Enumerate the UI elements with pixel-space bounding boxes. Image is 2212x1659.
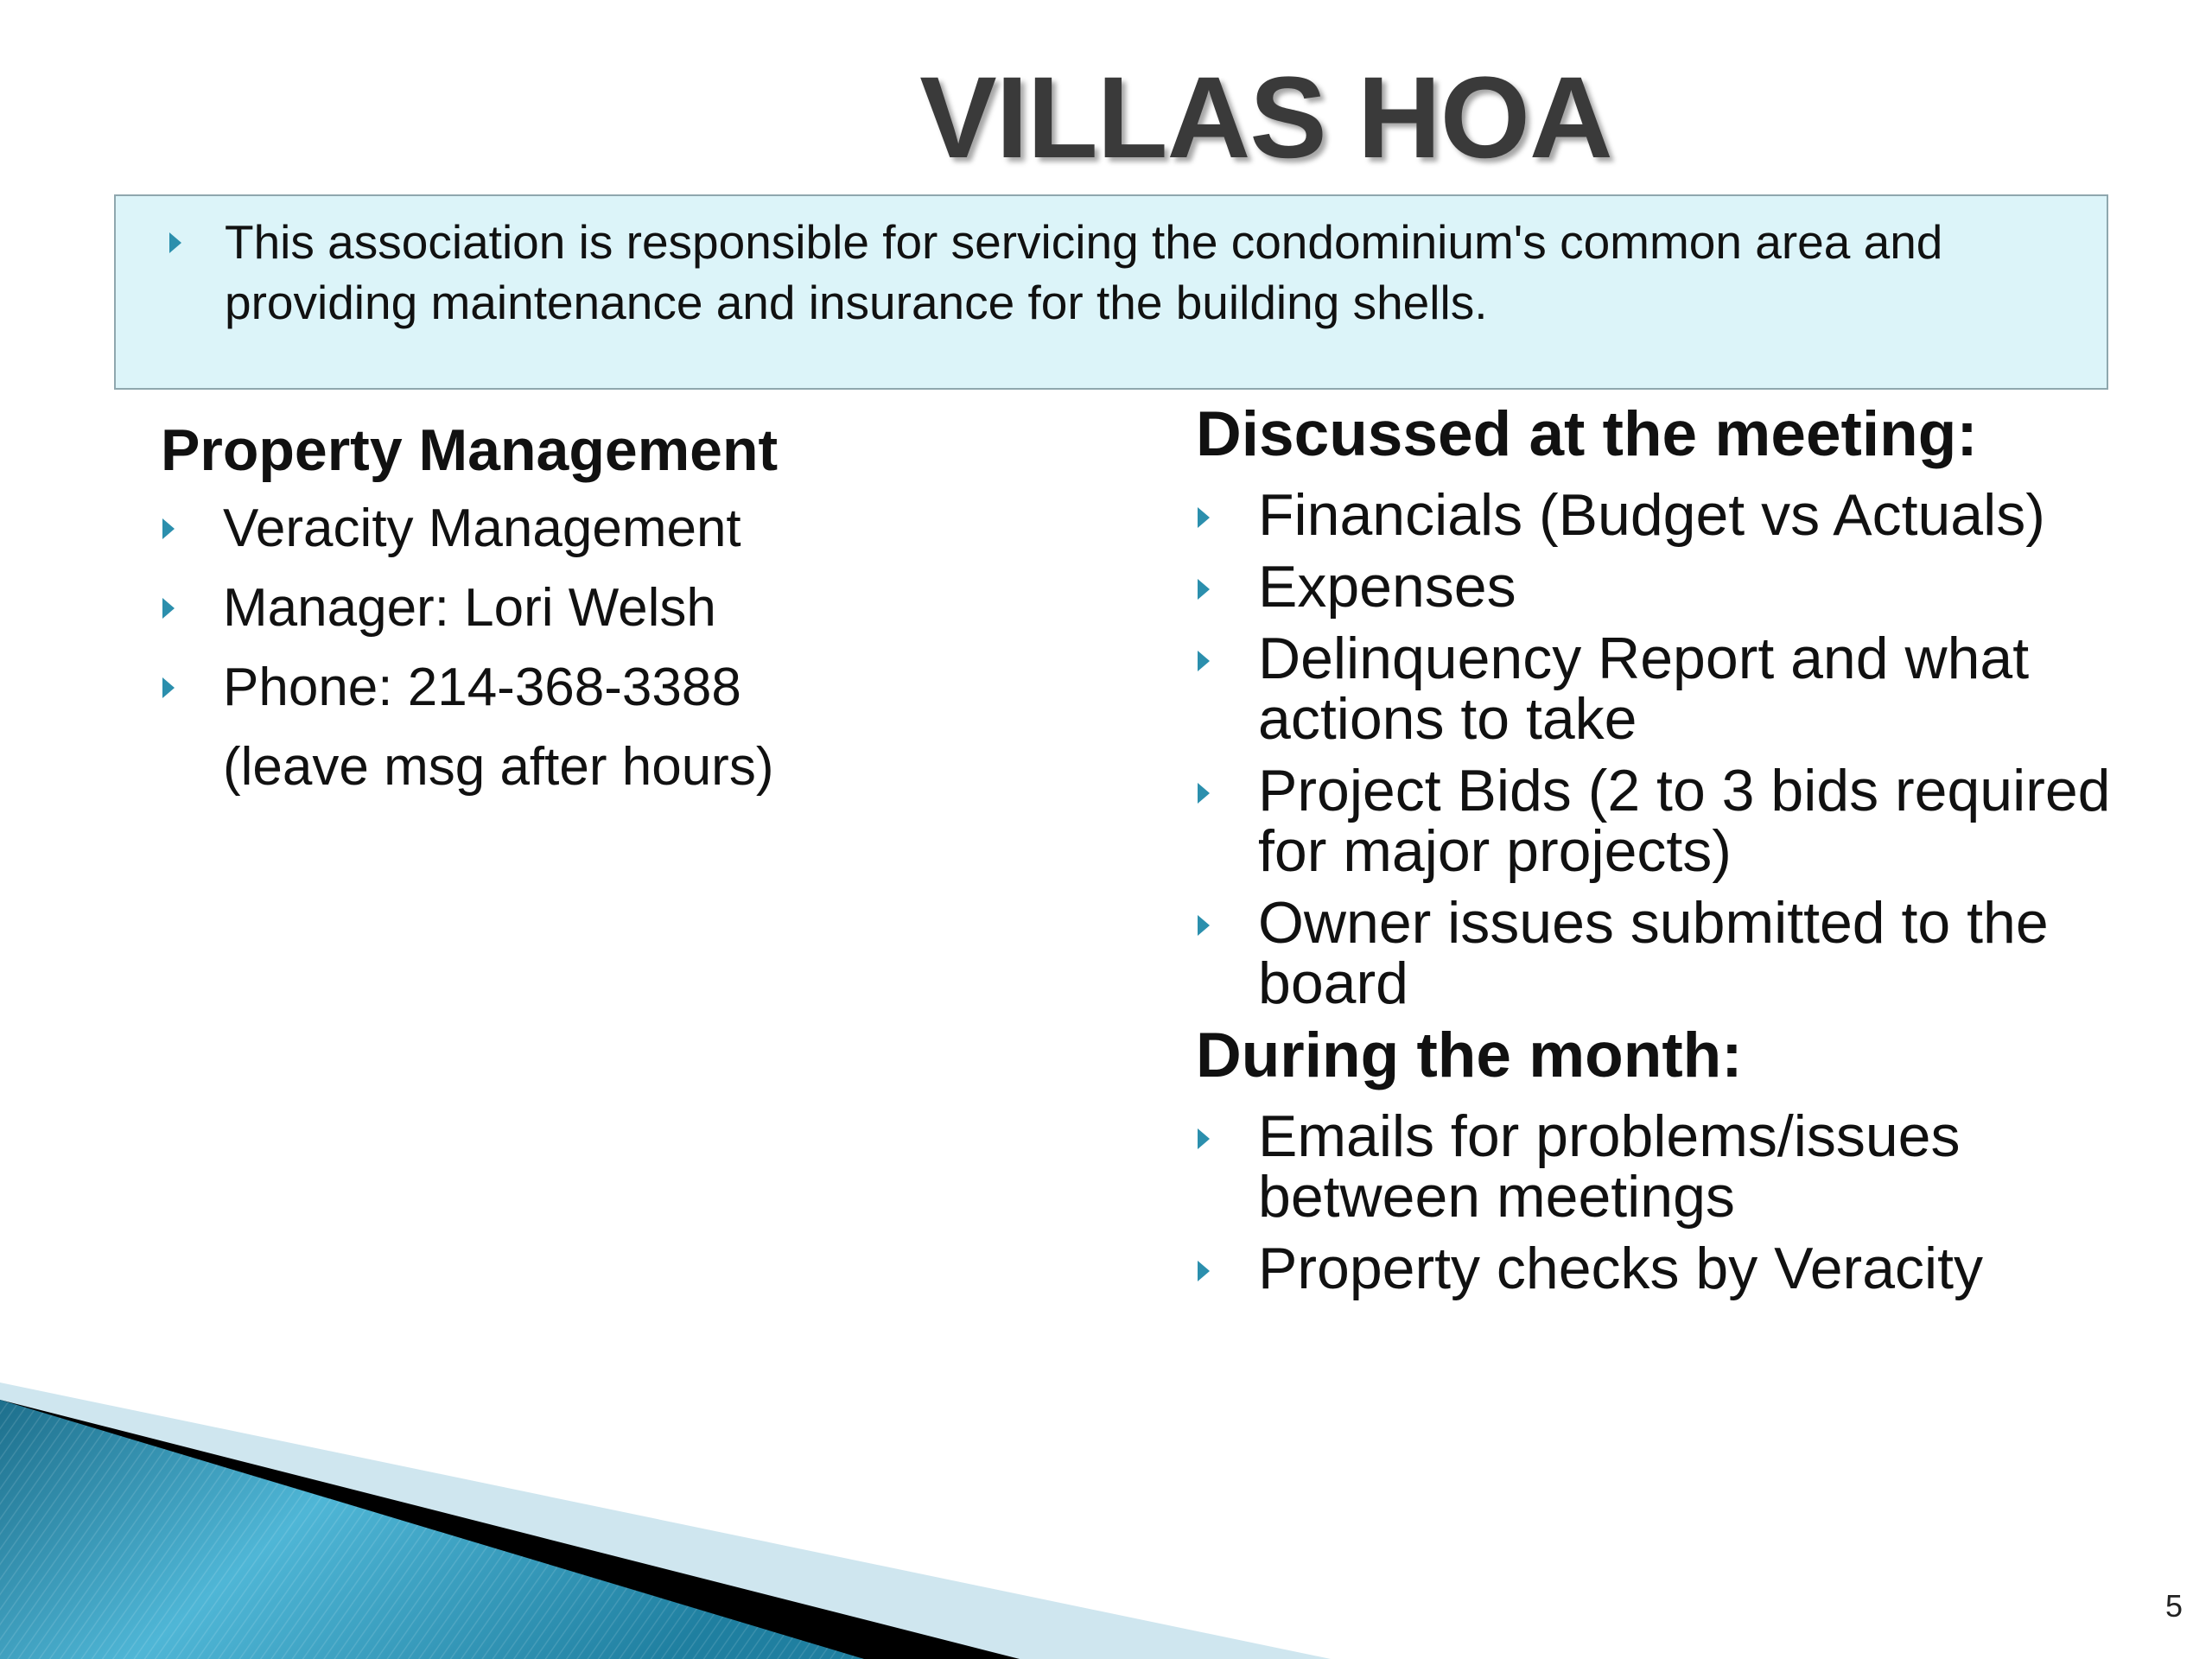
bullet-arrow-icon (1198, 783, 1210, 804)
after-hours-note: (leave msg after hours) (223, 737, 774, 797)
decorative-swoosh (0, 1382, 2212, 1659)
list-item-text: Project Bids (2 to 3 bids required for major projects) (1258, 758, 2111, 884)
bullet-arrow-icon (1198, 507, 1210, 528)
swoosh-teal-stripes (0, 1400, 864, 1659)
page-number: 5 (2164, 1588, 2183, 1624)
list-item (1196, 890, 2164, 1016)
bullet-arrow-icon (1198, 1128, 1210, 1149)
list-item-text: Expenses (1258, 554, 1516, 620)
list-item-text: Manager: Lori Welsh (223, 578, 716, 638)
bullet-arrow-icon (1198, 1261, 1210, 1281)
list-item (1196, 554, 2164, 620)
bullet-arrow-icon (162, 677, 175, 698)
meeting-heading: Discussed at the meeting: (1196, 399, 1978, 469)
list-item (161, 648, 1111, 728)
property-management-list (161, 489, 1111, 728)
list-item (1196, 482, 2164, 548)
list-item (1196, 626, 2164, 752)
intro-box (114, 194, 2108, 390)
list-item-text: Emails for problems/issues between meetings (1258, 1103, 1961, 1230)
month-list (1196, 1103, 2164, 1301)
list-item (1196, 758, 2164, 884)
month-heading: During the month: (1196, 1020, 1743, 1090)
list-item-text: Owner issues submitted to the board (1258, 890, 2049, 1016)
list-item (161, 489, 1111, 569)
meeting-column (1196, 396, 2164, 1299)
meeting-list (1196, 482, 2164, 1016)
bullet-arrow-icon (162, 518, 175, 539)
property-management-heading: Property Management (161, 417, 779, 483)
list-item-text: Phone: 214-368-3388 (223, 658, 741, 717)
bullet-arrow-icon (162, 598, 175, 619)
intro-item (225, 212, 2082, 333)
bullet-arrow-icon (1198, 579, 1210, 600)
bullet-arrow-icon (169, 232, 181, 253)
list-item (161, 569, 1111, 648)
list-item (1196, 1103, 2164, 1230)
list-item-text: Veracity Management (223, 499, 741, 558)
property-management-column (161, 411, 1111, 807)
bullet-arrow-icon (1198, 651, 1210, 671)
list-item-text: Delinquency Report and what actions to take (1258, 626, 2030, 752)
list-item-text: Financials (Budget vs Actuals) (1258, 482, 2045, 548)
list-item (1196, 1238, 2164, 1299)
list-item-text: Property checks by Veracity (1258, 1236, 1984, 1301)
bullet-arrow-icon (1198, 915, 1210, 936)
intro-text: This association is responsible for servicing the condominium's common area and providing maintenance and insurance for the building shells. (225, 215, 1943, 329)
slide-title: VILLAS HOA (919, 54, 1612, 182)
